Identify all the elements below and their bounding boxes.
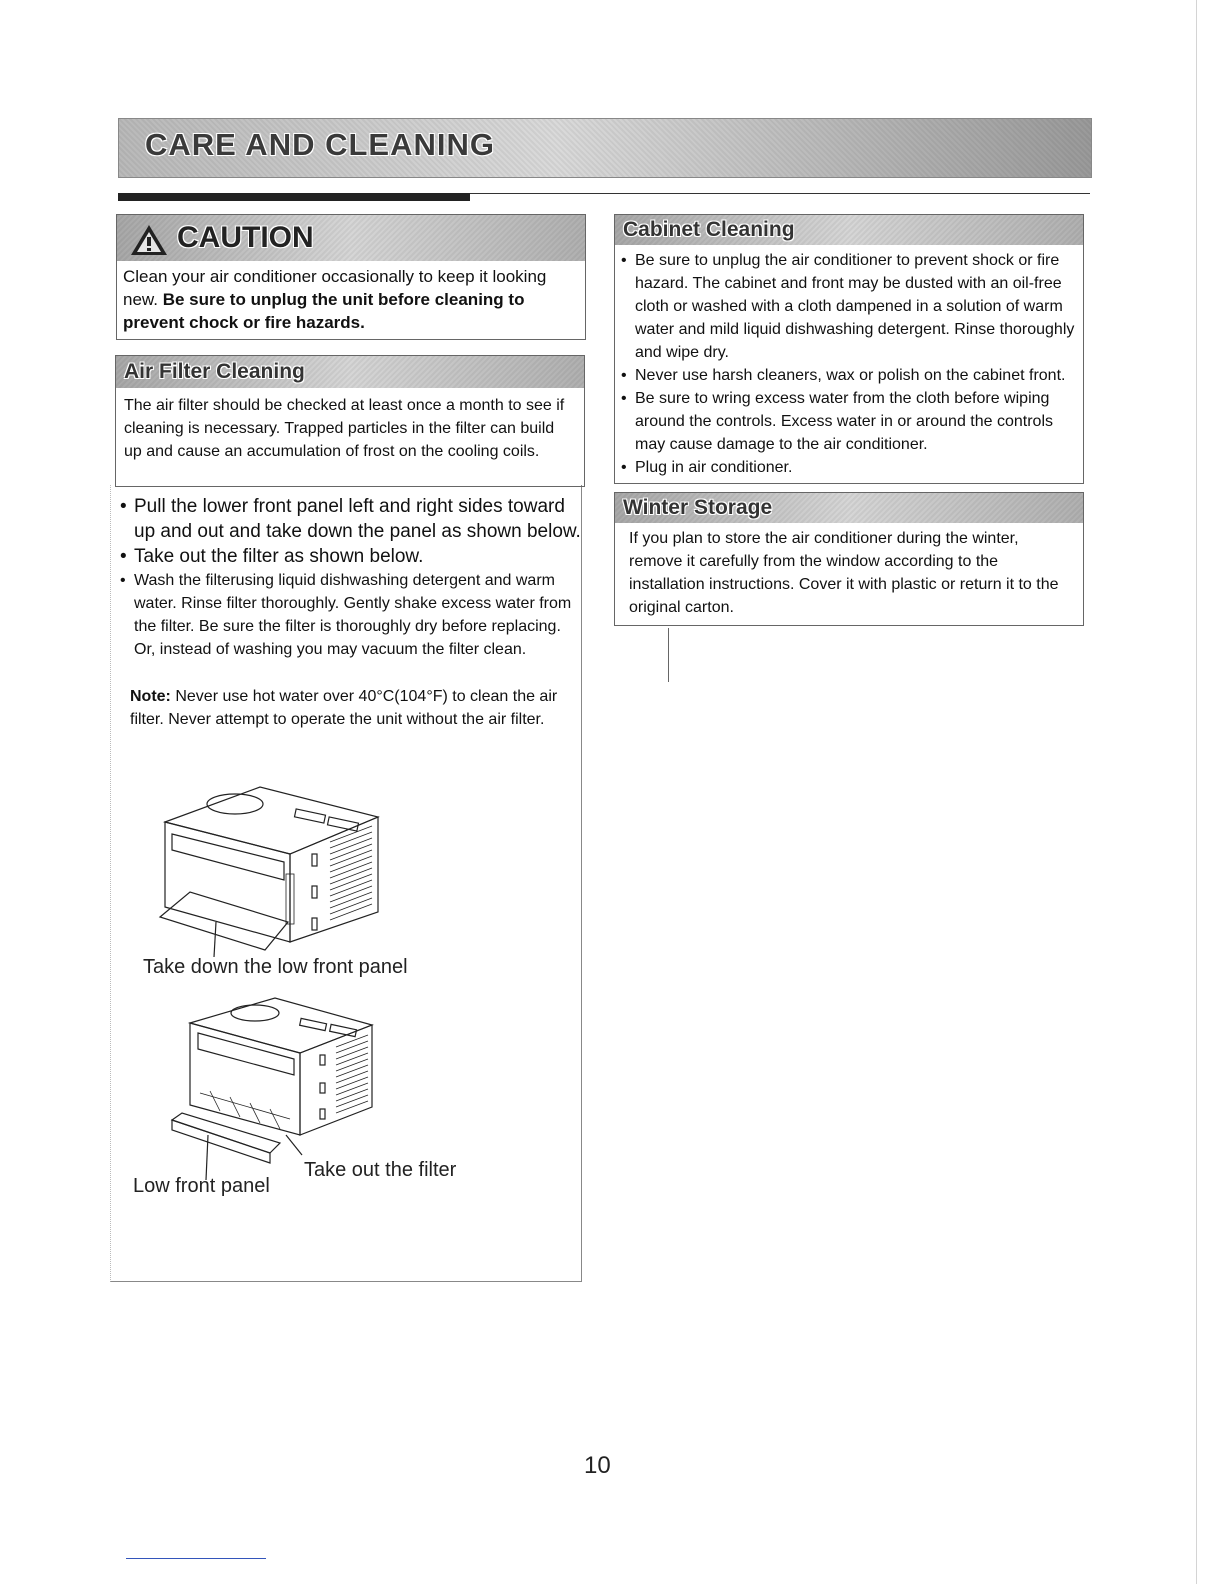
caution-text-bold: Be sure to unplug the unit before cleaning to prevent chock or fire hazards. — [123, 290, 525, 332]
title-underline-thick — [118, 193, 470, 201]
caution-box — [116, 214, 586, 340]
page-edge-line — [1196, 0, 1197, 1584]
air-filter-note — [130, 685, 576, 731]
caution-text-normal: Clean your air conditioner occasionally to keep it looking new. — [123, 267, 547, 309]
figure1-caption: Take down the low front panel — [143, 956, 408, 978]
cabinet-cleaning-header — [615, 215, 1083, 245]
air-filter-intro: The air filter should be checked at least once a month to see if cleaning is necessary. Trapped particles in the filter can build up and cause an accumulation of frost on the cooling coils. — [124, 397, 565, 460]
air-filter-header — [116, 356, 584, 388]
title-banner — [118, 118, 1092, 178]
figure2-caption-panel: Low front panel — [133, 1175, 270, 1197]
air-filter-heading: Air Filter Cleaning — [124, 360, 305, 383]
caution-text — [123, 265, 579, 334]
list-item: • Be sure to unplug the air conditioner to prevent shock or fire hazard. The cabinet and front may be dusted with an oil-free cloth or washed with a cloth dampened in a solution of warm water and mild liquid dishwashing detergent. Rinse thoroughly and wipe dry. — [619, 249, 1079, 364]
list-item: • Be sure to wring excess water from the cloth before wiping around the controls. Excess water in or around the controls may cause damage to the air conditioner. — [619, 387, 1079, 456]
footer-rule — [126, 1558, 266, 1559]
winter-storage-box — [614, 492, 1084, 626]
note-text: Never use hot water over 40°C(104°F) to clean the air filter. Never attempt to operate the unit without the air filter. — [130, 688, 558, 728]
winter-storage-header — [615, 493, 1083, 523]
cabinet-cleaning-heading: Cabinet Cleaning — [623, 218, 795, 241]
air-filter-step: • Wash the filterusing liquid dishwashing detergent and warm water. Rinse filter thoroughly. Gently shake excess water from the filter. Be sure the filter is thoroughly dry before replacing. Or, instead of washing you may vacuum the filter clean. — [118, 569, 582, 661]
warning-icon — [129, 223, 169, 257]
ac-filter-removal-illustration — [160, 995, 385, 1180]
caution-header — [117, 215, 585, 261]
winter-storage-heading: Winter Storage — [623, 496, 773, 519]
ac-panel-removal-illustration — [150, 782, 385, 957]
list-item: • Plug in air conditioner. — [619, 456, 1079, 479]
air-filter-steps — [118, 494, 582, 661]
divider-tick — [668, 628, 669, 682]
page-title: CARE AND CLEANING — [145, 127, 495, 162]
list-item: • Never use harsh cleaners, wax or polish on the cabinet front. — [619, 364, 1079, 387]
cabinet-cleaning-list — [619, 249, 1079, 479]
air-filter-step: • Pull the lower front panel left and right sides toward up and out and take down the panel as shown below. — [118, 494, 582, 544]
caution-label: CAUTION — [177, 221, 314, 254]
cabinet-cleaning-box — [614, 214, 1084, 484]
note-label: Note: — [130, 688, 171, 705]
air-filter-step: • Take out the filter as shown below. — [118, 544, 582, 569]
figure2-caption-filter: Take out the filter — [304, 1159, 457, 1181]
winter-storage-text: If you plan to store the air conditioner during the winter, remove it carefully from the window according to the installation instructions. Cover it with plastic or return it to the original carton. — [629, 530, 1059, 616]
page-number: 10 — [584, 1452, 611, 1479]
title-underline-thin — [470, 193, 1090, 194]
air-filter-intro-box — [115, 355, 585, 487]
